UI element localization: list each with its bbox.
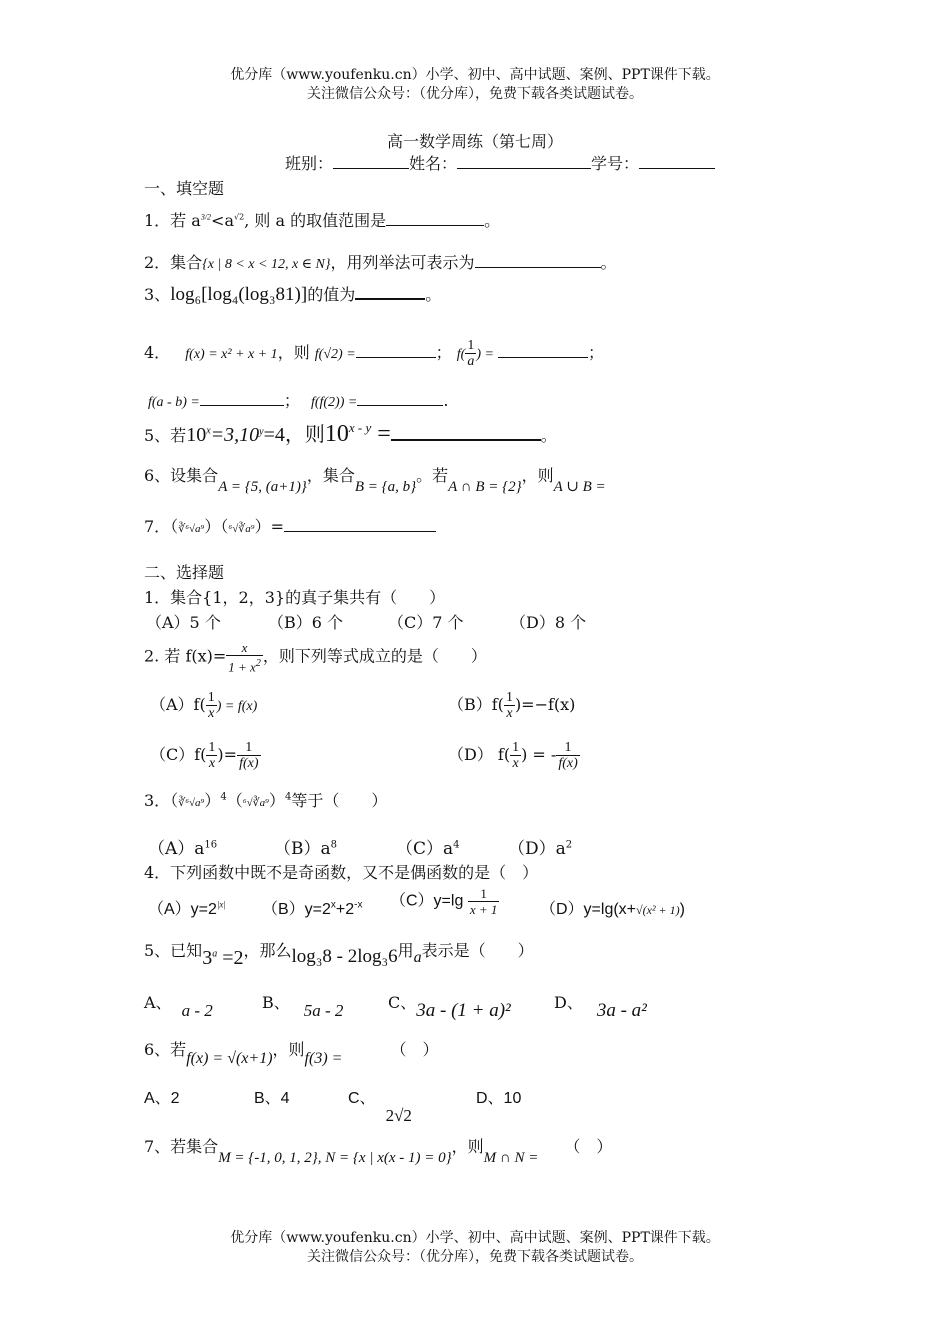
s1q5-text-b: =3,10 <box>210 424 260 446</box>
s1-question-2 <box>144 250 617 273</box>
s2q2-option-d[interactable] <box>448 740 580 771</box>
s1q4-then: ，则 <box>277 343 310 362</box>
s1q4-blank-1[interactable] <box>356 343 436 358</box>
s2q2-a-label: （A）f( <box>150 695 206 714</box>
s2q2-stem <box>144 640 487 674</box>
s1-question-5 <box>144 418 557 448</box>
s1q3-expr: log₆[log₄(log₃81)] <box>170 284 308 305</box>
s2q2-c-label: （C）f( <box>150 745 207 764</box>
s2q5-b-label: B、 <box>262 993 290 1012</box>
s1q4-f3a: f( <box>456 347 466 362</box>
s2q3-option-d[interactable] <box>508 834 572 859</box>
s1q6-text-d: ，则 <box>521 466 554 485</box>
s1q1-text-b: <a <box>211 211 234 230</box>
s2q3-radical-1: ∛⁶√a⁹ <box>178 797 205 809</box>
s1q4-dot: . <box>443 391 449 410</box>
s1q7-text-b: ）（ <box>204 517 229 536</box>
s2q4-b-label: （B）y=2 <box>262 901 331 918</box>
s1q5-text-c: =4，则 <box>263 424 325 446</box>
s1q6-intersection: A ∩ B = {2} <box>448 479 522 495</box>
s2q3-d-exp: 2 <box>565 839 573 851</box>
s2q3-text-c: （ <box>226 791 243 810</box>
s2q2-option-c[interactable] <box>150 740 261 771</box>
s1q4-semi-2: ； <box>587 343 604 362</box>
s2q2-b-tail: )=−f(x) <box>514 695 576 714</box>
s2q6-option-d[interactable]: D、10 <box>476 1090 522 1107</box>
s1q4-blank-4[interactable] <box>357 391 443 406</box>
s2q5-given: $3^a =2$ <box>202 947 244 969</box>
s1-question-6 <box>144 463 606 495</box>
s2q2-d-frac: $\frac{1}{x}$ <box>512 740 520 771</box>
s2q6-stem <box>144 1037 439 1067</box>
s2q3-d-label: （D）a <box>508 839 566 859</box>
s2q5-option-d[interactable] <box>554 990 647 1021</box>
s1q7-blank[interactable] <box>284 517 436 532</box>
s2q4-option-c[interactable] <box>390 886 499 917</box>
s2q4-b-exp-1: x <box>330 899 336 911</box>
section1-heading: 一、填空题 <box>144 179 225 198</box>
s2q5-var-a: a <box>413 949 422 966</box>
s2q4-a-exp: |x| <box>216 899 226 910</box>
s1q2-set: {x | 8 < x < 12, x ∈ N} <box>202 257 331 272</box>
s2q3-exp-1: 4 <box>220 791 227 803</box>
s2q3-stem <box>144 788 387 811</box>
s2q3-a-label: （A）a <box>148 839 205 859</box>
s2q3-exp-2: 4 <box>285 791 292 803</box>
s2q6-paren: （ ） <box>390 1040 439 1059</box>
s2q4-option-a[interactable] <box>148 896 226 919</box>
s2q6-c-label: C、 <box>348 1090 376 1107</box>
s2q2-a-frac: $\frac{1}{x}$ <box>207 690 215 721</box>
s2q2-frac-x: $\frac{x}{1 + x^2}$ <box>228 640 261 675</box>
s1q4-num: 4． <box>144 343 171 362</box>
s2q1-stem: 1．集合{1，2，3}的真子集共有（ ） <box>144 588 446 607</box>
s2q1-option-a[interactable]: （A）5 个 <box>146 613 221 632</box>
s2q5-c-label: C、 <box>388 993 417 1012</box>
s2q6-option-c[interactable] <box>348 1085 412 1125</box>
s2q2-stem-b: ，则下列等式成立的是（ ） <box>262 646 487 666</box>
s1q4-blank-3[interactable] <box>200 391 284 406</box>
s2q2-option-b[interactable] <box>448 690 575 721</box>
s1q5-exp-y: y <box>259 426 264 438</box>
s2q5-text-c: 用 <box>397 941 414 960</box>
s2q2-d-frac-2: $\frac{1}{f(x)}$ <box>558 740 578 771</box>
s2q5-d-label: D、 <box>554 993 583 1012</box>
s2q7-intersection: M ∩ N = <box>483 1150 539 1166</box>
s2q5-expr: log₃8 - 2log₃6 <box>291 946 398 967</box>
s2q3-text-a: 3．（ <box>144 791 179 810</box>
class-blank[interactable] <box>333 154 409 169</box>
s1q5-text-a: 5、若 <box>144 426 187 445</box>
s2q3-text-e: 等于（ ） <box>291 791 388 810</box>
s2q3-c-exp: 4 <box>453 839 460 851</box>
s2q3-option-a[interactable] <box>148 834 217 859</box>
footer-line-2: 关注微信公众号：（优分库），免费下载各类试题试卷。 <box>307 1249 643 1265</box>
s2q5-a-value: a - 2 <box>181 1001 213 1020</box>
header-line-2: 关注微信公众号：（优分库），免费下载各类试题试卷。 <box>307 86 643 102</box>
s1q6-set-a: A = {5, (a+1)} <box>218 479 307 495</box>
s2q5-option-b[interactable] <box>262 990 344 1020</box>
s2q2-option-a[interactable] <box>150 690 257 721</box>
s1q7-radical-1: ∛⁶√a⁹ <box>178 523 205 535</box>
s1-question-4-line1 <box>144 338 604 369</box>
s1q3-text-a: 3、 <box>144 285 171 304</box>
s1q4-f2: f(√2) = <box>314 347 356 362</box>
s2q4-c-label: （C）y=lg <box>390 892 464 910</box>
s1q3-blank[interactable] <box>355 284 425 300</box>
s1q6-set-b: B = {a, b} <box>354 479 417 495</box>
s1q4-frac-1-over-a: $\frac{1}{a}$ <box>467 338 475 369</box>
s2q6-f3: f(3) = <box>304 1050 343 1067</box>
s1q5-blank[interactable] <box>391 425 541 441</box>
s1q4-f1: f(x) = x² + x + 1 <box>185 347 278 362</box>
s1q1-text-a: 1．若 a <box>144 211 201 230</box>
header-line-1: 优分库（www.youfenku.cn）小学、初中、高中试题、案例、PPT课件下载。 <box>230 67 720 83</box>
s2q3-b-exp: 8 <box>330 839 338 851</box>
s1q4-f3b: ) = <box>476 347 494 362</box>
s2q3-b-label: （B）a <box>274 839 331 859</box>
s1q6-text-b: ，集合 <box>306 466 355 485</box>
s2q3-text-b: ） <box>204 791 221 810</box>
s1q7-radical-2: ⁶√∛a⁹ <box>228 523 255 535</box>
s2q5-c-value: 3a - (1 + a)² <box>416 1000 511 1021</box>
s1q5-ten-2: $10^{x - y}$ = <box>324 420 391 447</box>
s2q2-d-eq: ) = - <box>521 745 557 764</box>
s2q1-option-d[interactable]: （D）8 个 <box>510 613 587 632</box>
s2q4-option-d[interactable]: （D）y=lg(x+√(x² + 1)) <box>540 901 685 918</box>
s2q3-radical-2: ⁶√∛a⁹ <box>242 797 269 809</box>
s2q7-paren: （ ） <box>564 1137 613 1156</box>
s1q4-blank-2[interactable] <box>498 343 588 358</box>
s1q1-exp-1: 3/2 <box>200 212 212 222</box>
page-title: 高一数学周练（第七周） <box>386 132 563 151</box>
s2q7-text-b: ，则 <box>451 1137 484 1156</box>
s2q6-text-a: 6、若 <box>144 1040 187 1059</box>
s1q2-end: 。 <box>600 253 617 272</box>
class-label: 班别： <box>285 154 334 173</box>
s2q5-stem <box>144 938 534 969</box>
name-label: 姓名： <box>409 154 458 173</box>
s2q5-option-a[interactable] <box>144 990 213 1020</box>
s2q4-b-exp-2: -x <box>354 899 363 911</box>
s2q4-c-frac: $\frac{1}{x + 1}$ <box>469 886 498 917</box>
s2q7-text-a: 7、若集合 <box>144 1137 219 1156</box>
footer-line-1: 优分库（www.youfenku.cn）小学、初中、高中试题、案例、PPT课件下载。 <box>230 1230 720 1246</box>
student-info <box>285 151 715 174</box>
s2q1-option-c[interactable]: （C）7 个 <box>388 613 464 632</box>
s2q3-a-exp: 16 <box>204 839 218 851</box>
s2q5-a-label: A、 <box>144 993 172 1012</box>
s2q7-stem <box>144 1134 613 1166</box>
s1q4-f4: f(a - b) = <box>148 395 200 410</box>
s1-question-1 <box>144 208 500 231</box>
s2q4-a-label: （A）y=2 <box>148 901 217 918</box>
s2q2-b-frac: $\frac{1}{x}$ <box>505 690 513 721</box>
s1q3-end: 。 <box>425 285 442 304</box>
s1-question-7 <box>144 514 436 537</box>
s2q1-option-b[interactable]: （B）6 个 <box>268 613 344 632</box>
s1q5-end: 。 <box>540 426 557 445</box>
s1q6-text-c: 。若 <box>416 466 449 485</box>
s2q4-d-radical: √(x² + 1) <box>636 903 680 917</box>
s2q3-c-label: （C）a <box>396 839 454 859</box>
s1q2-text-a: 2．集合 <box>144 253 203 272</box>
s2q5-option-c[interactable] <box>388 990 511 1021</box>
s2q5-text-b: ，那么 <box>243 941 292 960</box>
s1q6-text-a: 6、设集合 <box>144 466 219 485</box>
s1q1-end: 。 <box>484 211 501 230</box>
s1q5-ten-1: 10$^x$ <box>186 424 211 446</box>
s2q2-c-frac-2: $\frac{1}{f(x)}$ <box>239 740 259 771</box>
s1q1-blank[interactable] <box>386 211 484 226</box>
s2q6-text-b: ，则 <box>272 1040 305 1059</box>
s2q2-d-label: （D） f( <box>448 745 511 764</box>
s2q2-c-eq: )= <box>217 745 238 764</box>
s2q4-stem: 4．下列函数中既不是奇函数，又不是偶函数的是（ ） <box>144 863 539 882</box>
s2q2-a-tail: ) = f(x) <box>216 699 258 714</box>
s2q3-option-b[interactable] <box>274 834 337 859</box>
s2q2-c-frac: $\frac{1}{x}$ <box>208 740 216 771</box>
section2-heading: 二、选择题 <box>144 563 225 582</box>
s2q3-text-d: ） <box>269 791 286 810</box>
s2q5-d-value: 3a - a² <box>596 1000 647 1021</box>
id-blank[interactable] <box>639 154 715 169</box>
s2q2-b-label: （B）f( <box>448 695 504 714</box>
id-label: 学号： <box>591 154 640 173</box>
s2q3-option-c[interactable] <box>396 834 460 859</box>
s1q4-semi-3: ； <box>283 391 300 410</box>
s2q5-text-d: 表示是（ ） <box>421 941 534 960</box>
s1q4-semi-1: ； <box>435 343 452 362</box>
s1q7-text-c: ）= <box>254 517 285 536</box>
s2q6-option-a[interactable]: A、2 <box>144 1090 180 1107</box>
s2q4-option-b[interactable]: $(B)y=2^x+2^{-x}$ <box>262 899 363 918</box>
s2q2-stem-a: 2. 若 f(x)= <box>144 646 227 666</box>
s1-question-3 <box>144 282 441 306</box>
s2q6-function: f(x) = √(x+1) <box>186 1050 273 1067</box>
s1q1-text-c: , 则 a 的取值范围是 <box>244 211 387 230</box>
s1q2-text-b: ，用列举法可表示为 <box>330 253 475 272</box>
s1q2-blank[interactable] <box>475 253 601 268</box>
s1-question-4-line2 <box>148 388 448 411</box>
s2q5-b-value: 5a - 2 <box>303 1001 344 1020</box>
s1q7-text-a: 7．（ <box>144 517 179 536</box>
s1q6-union: A ∪ B = <box>553 479 606 495</box>
s2q4-d-label: （D）y=lg(x+ <box>540 901 637 918</box>
s2q6-c-value: 2√2 <box>385 1106 412 1125</box>
s1q4-f5: f(f(2)) = <box>310 395 358 410</box>
s1q1-exp-2: √2 <box>234 212 245 222</box>
s2q5-text-a: 5、已知 <box>144 941 203 960</box>
s1q3-text-b: 的值为 <box>307 285 356 304</box>
s2q6-option-b[interactable]: B、4 <box>254 1090 290 1107</box>
name-blank[interactable] <box>457 154 591 169</box>
s2q7-sets: M = {-1, 0, 1, 2}, N = {x | x(x - 1) = 0} <box>218 1150 452 1166</box>
